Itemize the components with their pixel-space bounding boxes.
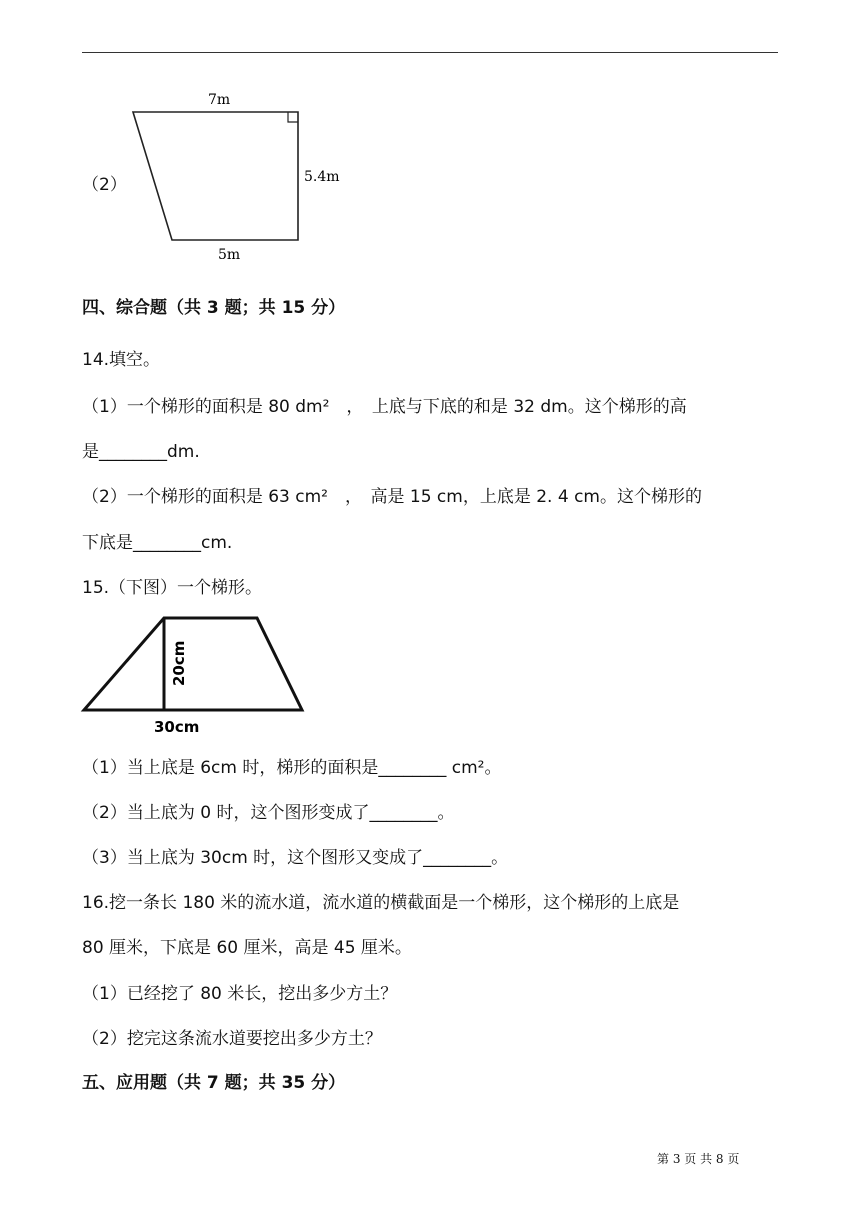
- right-trapezoid-figure: [120, 86, 360, 271]
- height-label: 20cm: [170, 640, 188, 686]
- section4-heading: 四、综合题（共 3 题；共 15 分）: [82, 298, 346, 318]
- q15-part1: （1）当上底是 6cm 时，梯形的面积是________ cm²。: [82, 758, 502, 778]
- top-base-label: 7m: [208, 92, 231, 108]
- q14-title: 14.填空。: [82, 350, 161, 370]
- q15-title: 15.（下图）一个梯形。: [82, 578, 263, 598]
- trapezoid-outline: [84, 618, 302, 710]
- trapezoid-outline: [133, 112, 298, 240]
- q14-part2-line2: 下底是________cm.: [82, 533, 233, 553]
- right-angle-mark: [288, 112, 298, 122]
- figure-item-label: （2）: [82, 175, 127, 195]
- page-number: 第 3 页 共 8 页: [657, 1152, 740, 1166]
- base-label: 30cm: [154, 718, 200, 736]
- section5-heading: 五、应用题（共 7 题；共 35 分）: [82, 1073, 346, 1093]
- bottom-base-label: 5m: [218, 247, 241, 263]
- q16-part2: （2）挖完这条流水道要挖出多少方土？: [82, 1029, 382, 1049]
- q15-part3: （3）当上底为 30cm 时，这个图形又变成了________。: [82, 848, 509, 868]
- header-rule: [82, 52, 778, 53]
- q16-line2: 80 厘米，下底是 60 厘米，高是 45 厘米。: [82, 938, 412, 958]
- q16-part1: （1）已经挖了 80 米长，挖出多少方土？: [82, 984, 398, 1004]
- right-height-label: 5.4m: [304, 169, 340, 185]
- q14-part1-line2: 是________dm.: [82, 442, 200, 462]
- q14-part1-line1: （1）一个梯形的面积是 80 dm² ， 上底与下底的和是 32 dm。这个梯形的高: [82, 397, 687, 417]
- q16-line1: 16.挖一条长 180 米的流水道，流水道的横截面是一个梯形，这个梯形的上底是: [82, 893, 680, 913]
- trapezoid-figure-q15: [80, 614, 320, 740]
- q15-part2: （2）当上底为 0 时，这个图形变成了________。: [82, 803, 455, 823]
- q14-part2-line1: （2）一个梯形的面积是 63 cm² ， 高是 15 cm，上底是 2. 4 cm。这个梯形的: [82, 487, 702, 507]
